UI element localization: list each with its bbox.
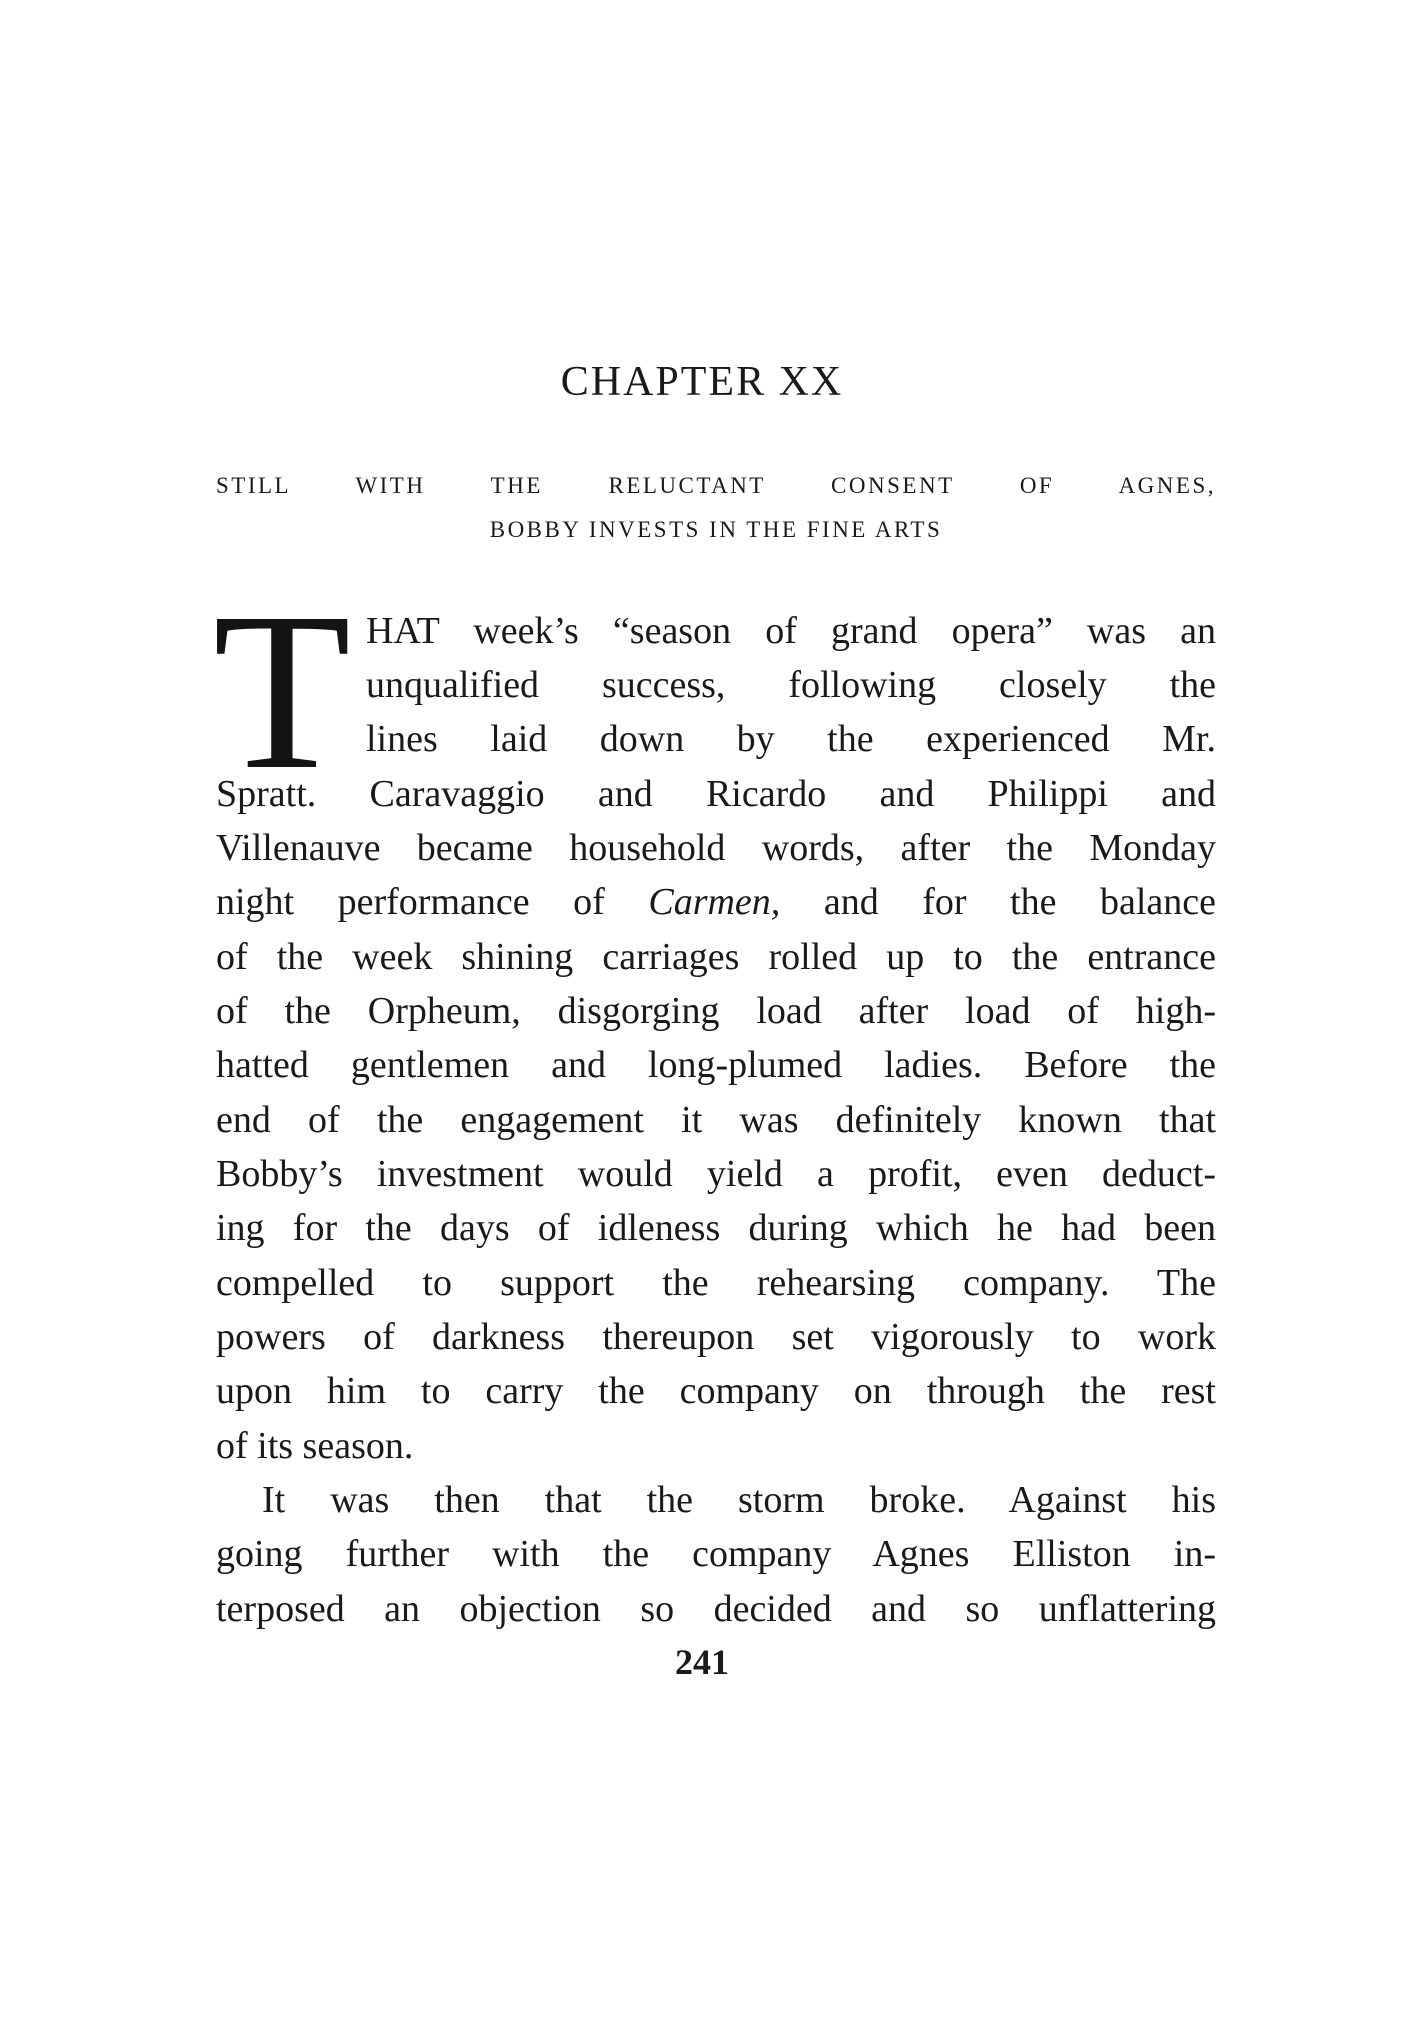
text-fragment: night performance of [216, 881, 605, 923]
chapter-subtitle-line-1: STILL WITH THE RELUCTANT CONSENT OF AGNES, [216, 473, 1216, 498]
text-line: hatted gentlemen and long-plumed ladies. Before the [216, 1044, 1216, 1086]
text-line: HAT week’s “season of grand opera” was an [366, 610, 1216, 652]
text-line: terposed an objection so decided and so unflattering [216, 1588, 1216, 1630]
text-line: of the week shining carriages rolled up to the entrance [216, 936, 1216, 978]
text-line: compelled to support the rehearsing company. The [216, 1262, 1216, 1304]
text-line: ing for the days of idleness during which he had been [216, 1207, 1216, 1249]
text-line: of its season. [216, 1425, 414, 1467]
text-line: Villenauve became household words, after the Monday [216, 827, 1216, 869]
text-line: It was then that the storm broke. Against his [262, 1479, 1216, 1521]
chapter-subtitle-line-2: BOBBY INVESTS IN THE FINE ARTS [489, 517, 943, 542]
text-fragment: and for the balance [823, 881, 1217, 923]
text-line: powers of darkness thereupon set vigorously to work [216, 1316, 1216, 1358]
text-line: of the Orpheum, disgorging load after load of high- [216, 990, 1216, 1032]
text-line: end of the engagement it was definitely known that [216, 1099, 1216, 1141]
drop-cap: T [212, 606, 352, 776]
text-line: Spratt. Caravaggio and Ricardo and Philippi and [216, 773, 1216, 815]
chapter-title: CHAPTER XX [560, 359, 844, 405]
opera-title-carmen: Carmen, [648, 881, 781, 923]
text-line: Bobby’s investment would yield a profit, even deduct- [216, 1153, 1216, 1195]
page-number: 241 [675, 1642, 729, 1682]
text-line: lines laid down by the experienced Mr. [366, 718, 1216, 760]
text-line: going further with the company Agnes Elliston in- [216, 1533, 1216, 1575]
text-line [216, 875, 1216, 929]
text-line: upon him to carry the company on through the rest [216, 1370, 1216, 1412]
text-line: unqualified success, following closely the [366, 664, 1216, 706]
